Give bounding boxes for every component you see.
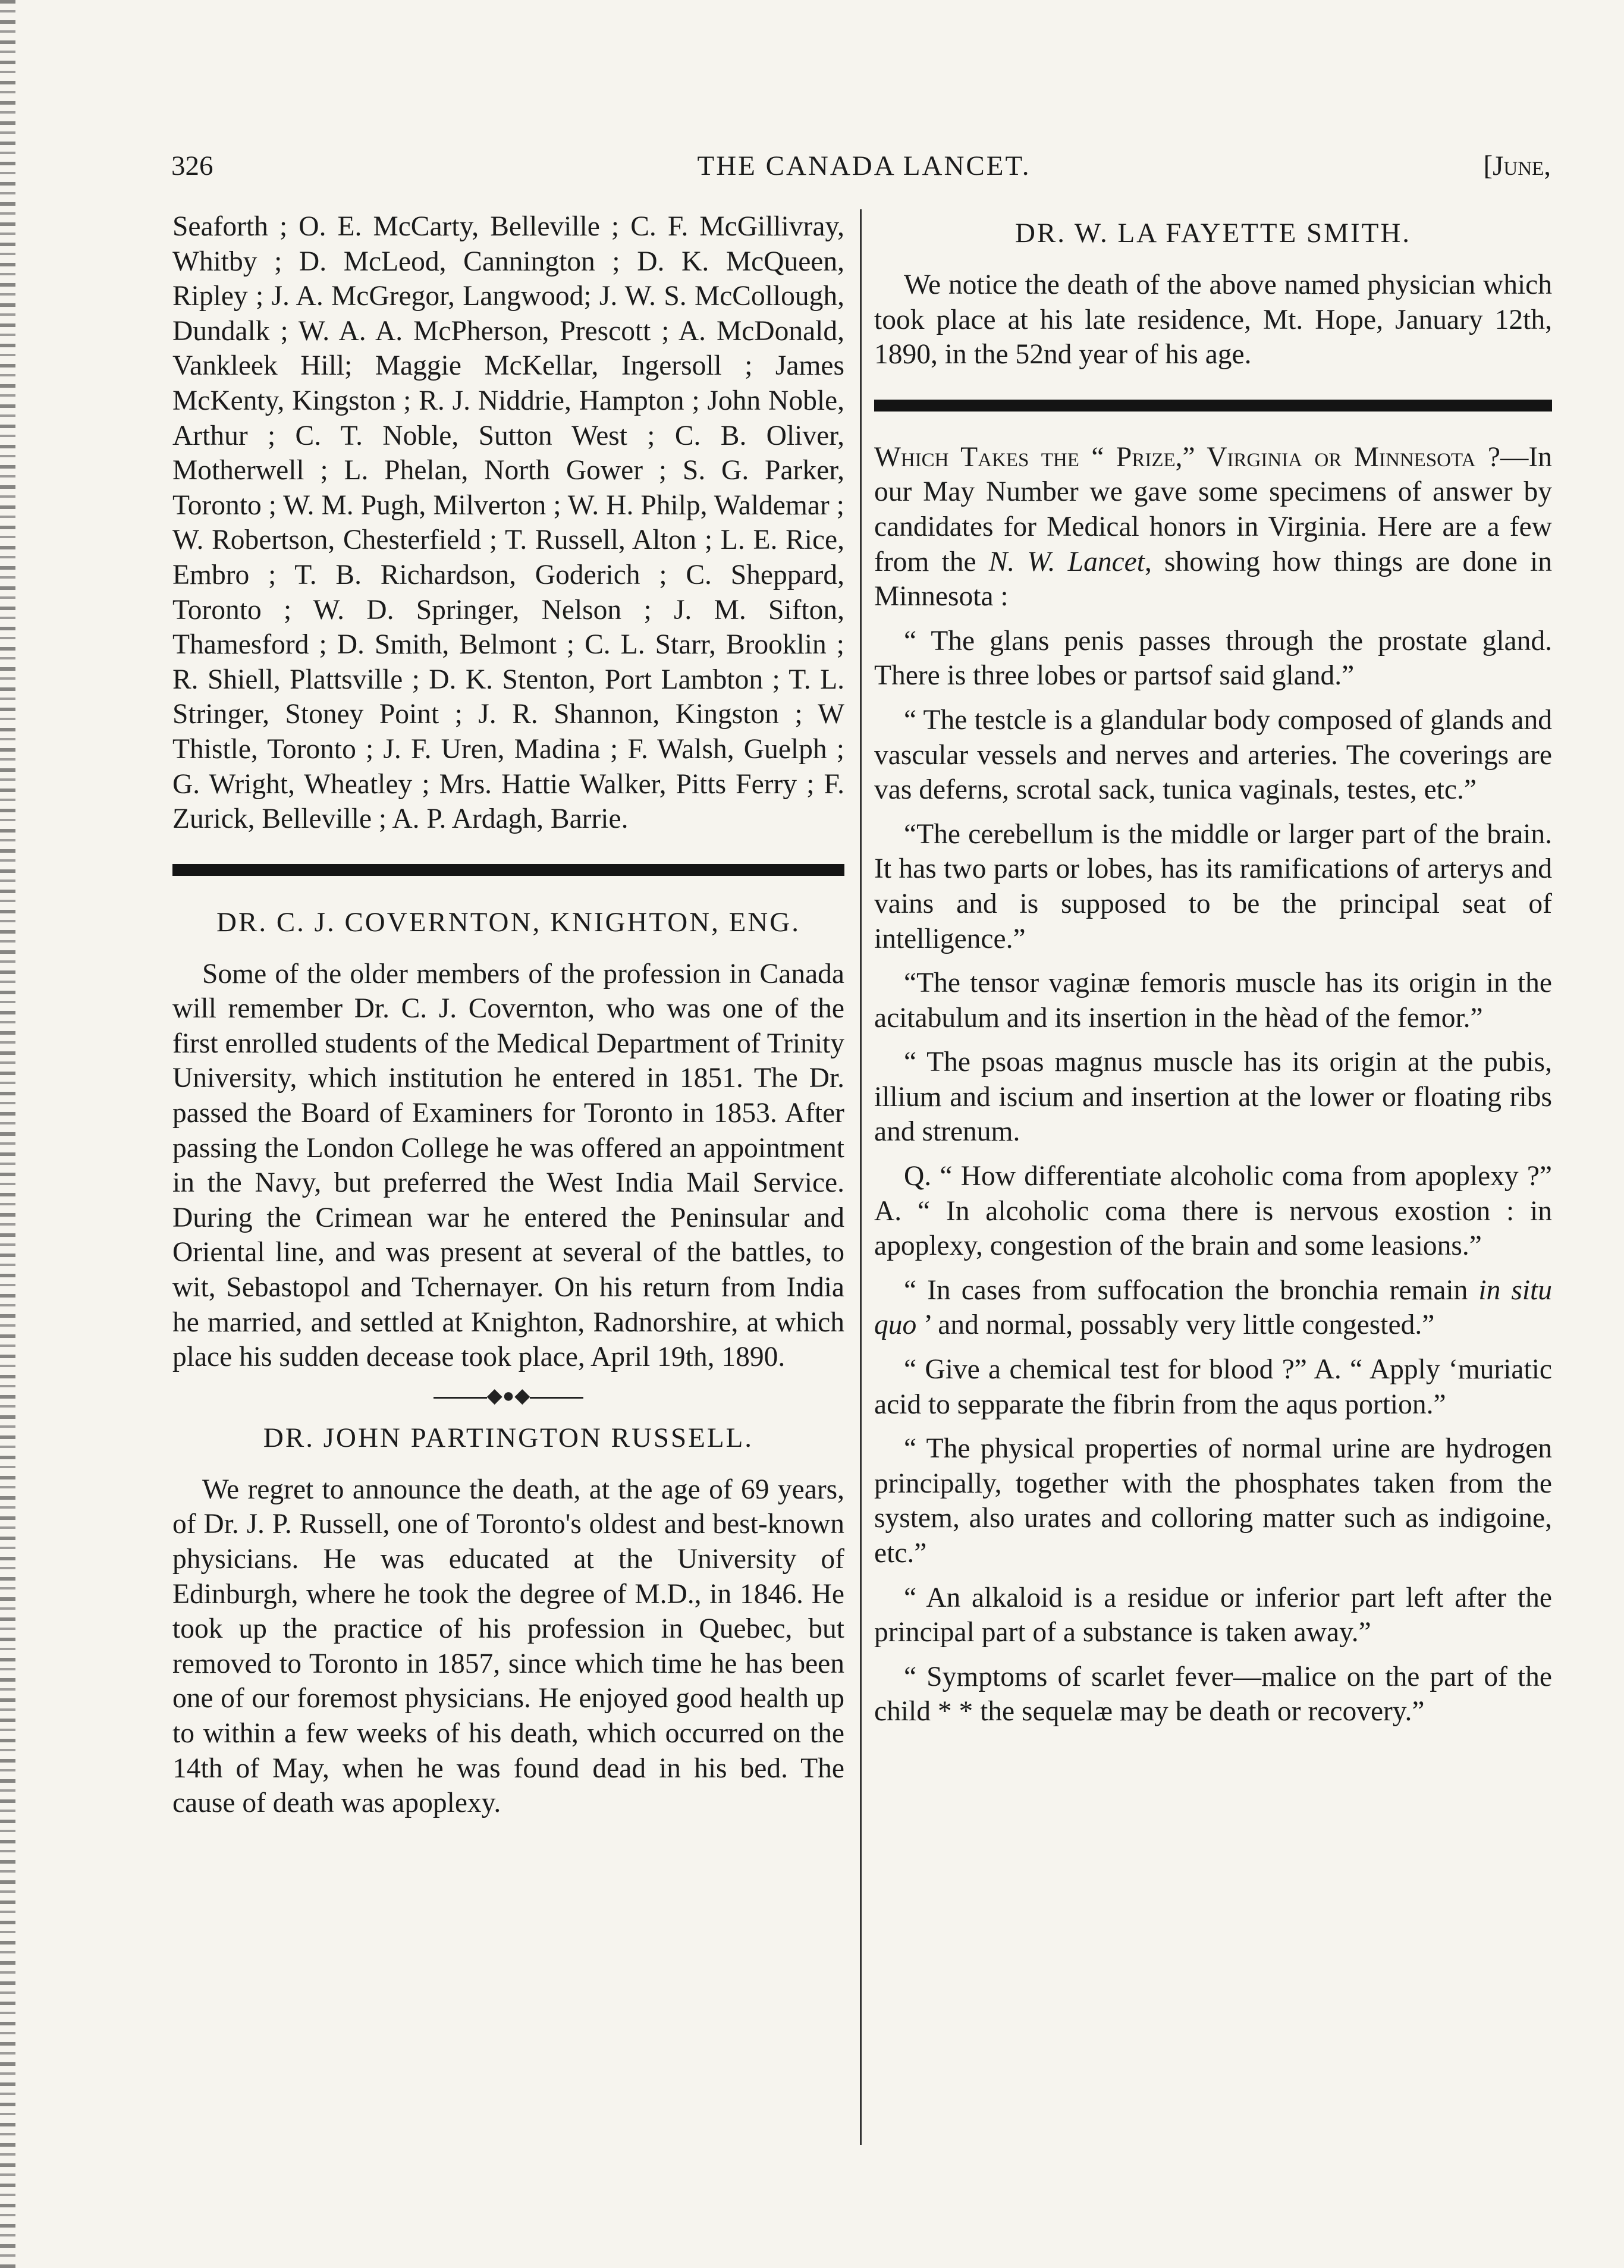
right-column [874,209,1552,1739]
answer-2: “ The testcle is a glandular body composed of glands and vascular vessels and nerves and arteries. The coverings are vas deferns, scrotal sack, tunica vaginals, testes, etc.” [874,704,1552,806]
covernton-heading: DR. C. J. COVERNTON, KNIGHTON, ENG. [216,906,800,938]
answer-5: “ The psoas magnus muscle has its origin at the pubis, illium and iscium and insertion at the lower or floating ribs and strenum. [874,1047,1552,1148]
answer-8: “ Give a chemical test for blood ?” A. “ Apply ‘muriatic acid to sepparate the fibrin from the aqus portion.” [874,1354,1552,1420]
answer-9: “ The physical properties of normal urine are hydrogen principally, together with the phosphates taken from the system, also urates and colloring matter such as indigoine, etc.” [874,1433,1552,1569]
answer-6: Q. “ How differentiate alcoholic coma from apoplexy ?” A. “ In alcoholic coma there is nervous exostion : in apoplexy, congestion of the brain and some leasions.” [874,1161,1552,1262]
page-number: 326 [171,150,213,181]
ornament-divider: ◆●◆ [172,1384,844,1408]
answer-4: “The tensor vaginæ femoris muscle has its origin in the acitabulum and its insertion in the hèad of the femor.” [874,967,1552,1034]
prize-intro [874,440,1552,614]
left-column [172,209,844,1830]
answer-7 [874,1273,1552,1343]
answer-10: “ An alkaloid is a residue or inferior part left after the principal part of a substance is taken away.” [874,1582,1552,1648]
covernton-article: Some of the older members of the profession in Canada will remember Dr. C. J. Covernton, who was one of the first enrolled students of the Medical Department of Trinity University, which institution he entered in 1851. The Dr. passed the Board of Examiners for Toronto in 1853. After passing the London College he was offered an appointment in the Navy, but preferred the West India Mail Service. During the Crimean war he entered the Peninsular and Oriental line, and was present at several of the battles, to wit, Sebastopol and Tchernayer. On his return from India he married, and settled at Knighton, Radnorshire, at which place his sudden decease took place, April 19th, 1890. [172,958,844,1373]
running-title: THE CANADA LANCET. [697,150,1031,181]
prize-lead: Which Takes the “ Prize,” Virginia or Minnesota ? [874,441,1500,473]
prize-intro-a: —In our May Number we gave some specimens of answer by candidates for Medical honors in Virginia. Here are a few from the [874,441,1552,577]
russell-heading: DR. JOHN PARTINGTON RUSSELL. [263,1422,754,1453]
answer-11: “ Symptoms of scarlet fever—malice on the part of the child * * the sequelæ may be death or recovery.” [874,1661,1552,1727]
answer-7-a: “ In cases from suffocation the bronchia remain [904,1274,1479,1306]
smith-article: We notice the death of the above named physician which took place at his late residence, Mt. Hope, January 12th, 1890, in the 52nd year of his age. [874,269,1552,370]
section-rule [874,400,1552,411]
smith-heading: DR. W. LA FAYETTE SMITH. [1014,218,1412,249]
running-date: [June, [1483,150,1551,181]
page-header [171,142,1557,195]
prize-intro-b: , showing how things are done in Minnesota : [874,546,1552,612]
graduate-list: Seaforth ; O. E. McCarty, Belleville ; C. F. McGillivray, Whitby ; D. McLeod, Cannington ; D. K. McQueen, Ripley ; J. A. McGregor, Langwood; J. W. S. McCollough, Dundalk ; W. A. A. McPherson, Prescott ; A. McDonald, Vankleek Hill; Maggie McKellar, Ingersoll ; James McKenty, Kingston ; R. J. Niddrie, Hampton ; John Noble, Arthur ; C. T. Noble, Sutton West ; C. B. Oliver, Motherwell ; L. Phelan, North Gower ; S. G. Parker, Toronto ; W. M. Pugh, Milverton ; W. H. Philp, Waldemar ; W. Robertson, Chesterfield ; T. Russell, Alton ; L. E. Rice, Embro ; T. B. Richardson, Goderich ; C. Sheppard, Toronto ; W. D. Springer, Nelson ; J. M. Sifton, Thamesford ; D. Smith, Belmont ; C. L. Starr, Brooklin ; R. Shiell, Plattsville ; D. K. Stenton, Port Lambton ; T. L. Stringer, Stoney Point ; J. R. Shannon, Kingston ; W Thistle, Toronto ; J. F. Uren, Madina ; F. Walsh, Guelph ; G. Wright, Wheatley ; Mrs. Hattie Walker, Pitts Ferry ; F. Zurick, Belleville ; A. P. Ardagh, Barrie. [172,211,844,835]
prize-source: N. W. Lancet [988,546,1145,577]
section-rule [172,864,844,876]
column-divider [860,209,862,2145]
answer-7-italic: in situ quo [874,1274,1552,1341]
answer-3: “The cerebellum is the middle or larger part of the brain. It has two parts or lobes, has its ramifications of arterys and vains and is supposed to be the principal seat of intelligence.” [874,818,1552,954]
russell-article: We regret to announce the death, at the age of 69 years, of Dr. J. P. Russell, one of Toronto's oldest and best-known physicians. He was educated at the University of Edinburgh, where he took the degree of M.D., in 1846. He took up the practice of his profession in Quebec, but removed to Toronto in 1857, since which time he has been one of our foremost physicians. He enjoyed good health up to within a few weeks of his death, which occurred on the 14th of May, when he was found dead in his bed. The cause of death was apoplexy. [172,1474,844,1819]
scan-edge-marks [0,0,15,2268]
answer-1: “ The glans penis passes through the prostate gland. There is three lobes or partsof said gland.” [874,625,1552,692]
answer-7-b: ’ and normal, possably very little congested.” [916,1309,1435,1341]
